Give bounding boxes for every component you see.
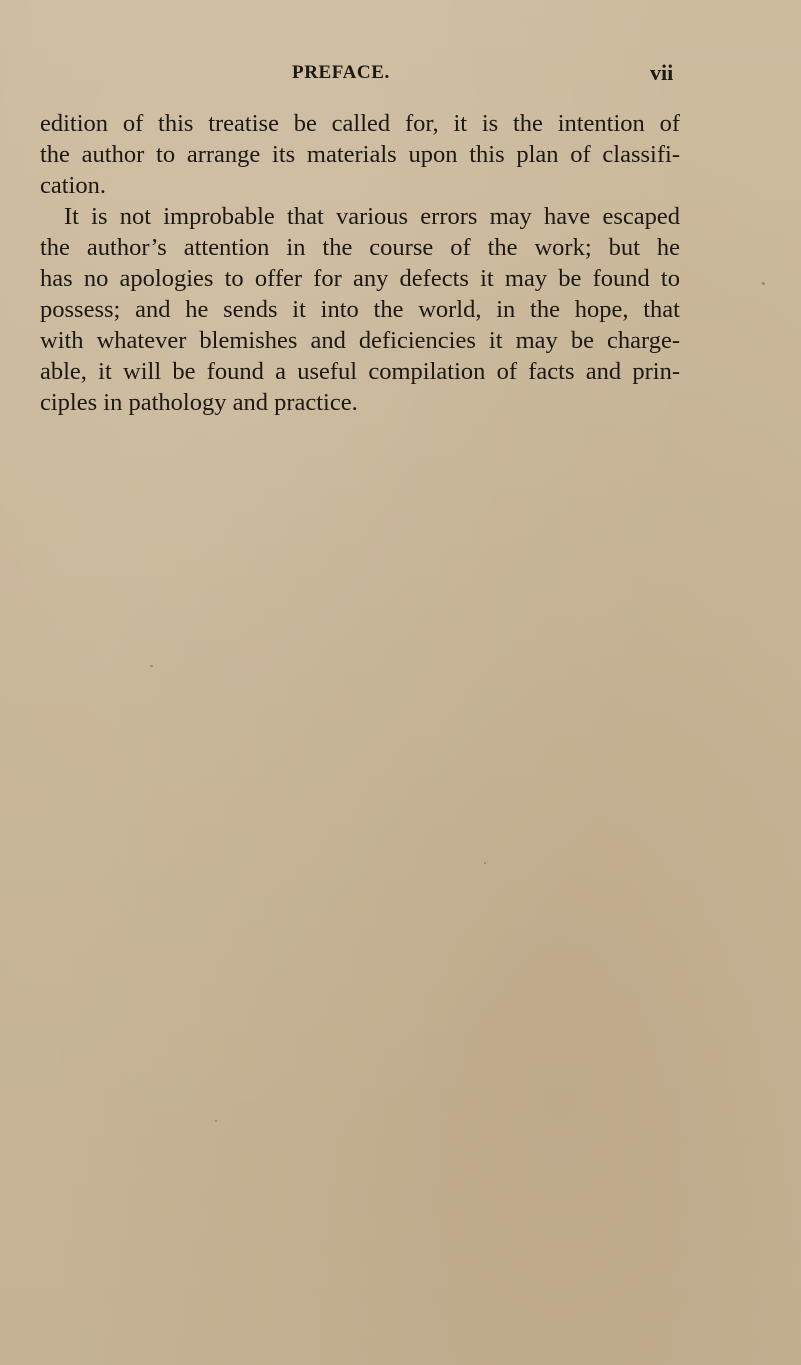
paper-speck — [762, 282, 765, 285]
running-head: PREFACE. — [292, 62, 390, 83]
paper-speck — [215, 1120, 217, 1122]
text-line: possess; and he sends it into the world, in the hope, that — [40, 296, 680, 323]
page-number: vii — [650, 60, 674, 85]
text-line: cation. — [40, 172, 106, 199]
text-line: has no apologies to offer for any defects it may be found to — [40, 265, 680, 292]
paragraph-1 — [40, 108, 680, 201]
text-line: It is not improbable that various errors may have escaped — [64, 203, 680, 230]
paper-speck — [150, 665, 153, 667]
paper-speck — [484, 862, 486, 864]
text-line: the author to arrange its materials upon this plan of classifi- — [40, 141, 680, 168]
text-line: ciples in pathology and practice. — [40, 389, 358, 416]
body-text — [40, 108, 680, 418]
paragraph-2 — [40, 201, 680, 418]
page-header — [0, 62, 801, 92]
text-line: edition of this treatise be called for, it is the intention of — [40, 110, 680, 137]
text-line: with whatever blemishes and deficiencies it may be charge- — [40, 327, 680, 354]
text-line: able, it will be found a useful compilation of facts and prin- — [40, 358, 680, 385]
text-line: the author’s attention in the course of the work; but he — [40, 234, 680, 261]
